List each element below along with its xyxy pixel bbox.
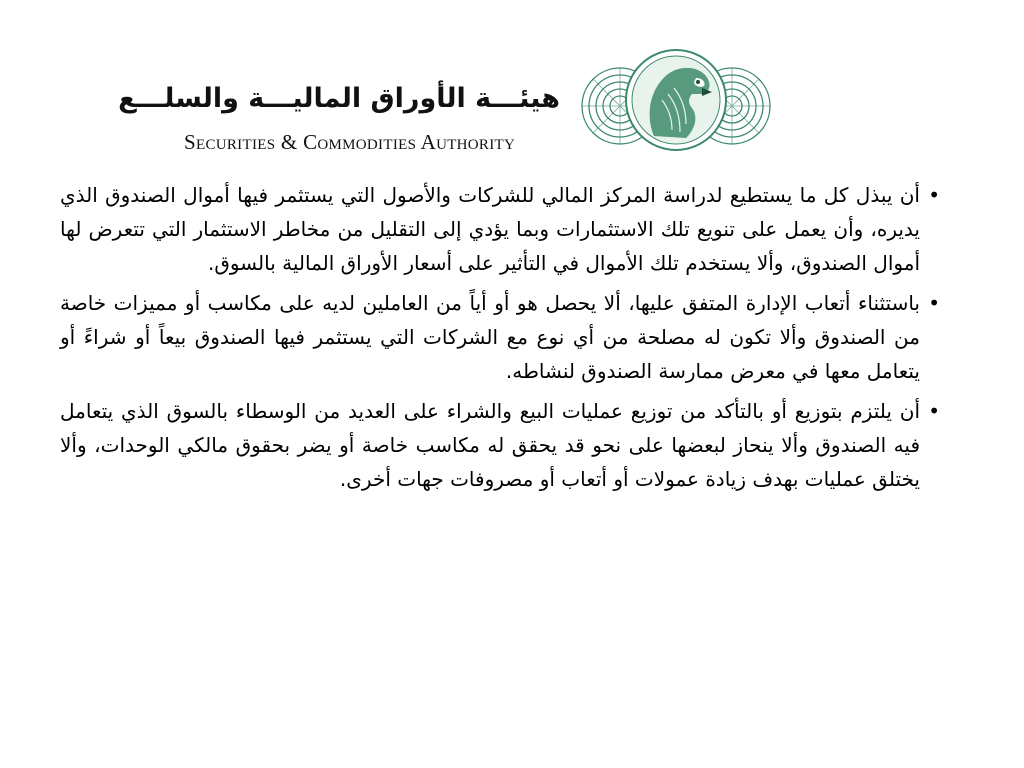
organization-name-english: Securities & Commodities Authority bbox=[184, 130, 516, 154]
organization-header bbox=[118, 38, 980, 166]
bullet-text: باستثناء أتعاب الإدارة المتفق عليها، ألا يحصل هو أو أياً من العاملين لديه على مكاسب أو مميزات خاصة من الصندوق وألا تكون له مصلحة من أي نوع مع الشركات التي يستثمر فيها الصندوق بيعاً أو شراءً أو يتعامل معها في معرض ممارسة الصندوق لنشاطه. bbox=[60, 291, 920, 383]
organization-name-arabic: هيئـــة الأوراق الماليـــة والسلـــع bbox=[118, 83, 560, 114]
bullet-item bbox=[60, 286, 940, 388]
bullet-text: أن يلتزم بتوزيع أو بالتأكد من توزيع عمليات البيع والشراء على العديد من الوسطاء بالسوق الذي يتعامل فيه الصندوق وألا ينحاز لبعضها على نحو قد يحقق له مكاسب خاصة أو يضر بحقوق مالكي الوحدات، وألا يختلق عمليات بهدف زيادة عمولات أو أتعاب أو مصروفات جهات أخرى. bbox=[60, 399, 920, 491]
falcon-emblem-icon bbox=[576, 38, 776, 166]
bullet-item bbox=[60, 394, 940, 496]
bullet-icon: • bbox=[928, 399, 940, 423]
bullet-icon: • bbox=[928, 291, 940, 315]
bullet-icon: • bbox=[928, 183, 940, 207]
bullet-list bbox=[60, 178, 940, 496]
bullet-text: أن يبذل كل ما يستطيع لدراسة المركز المالي للشركات والأصول التي يستثمر فيها أموال الصندوق الذي يديره، وأن يعمل على تنويع تلك الاستثمارات وبما يؤدي إلى التقليل من مخاطر الاستثمار التي تتعرض لها أموال الصندوق، وألا يستخدم تلك الأموال في التأثير على أسعار الأوراق المالية بالسوق. bbox=[60, 183, 920, 275]
bullet-item bbox=[60, 178, 940, 280]
bullet-content bbox=[60, 178, 940, 502]
